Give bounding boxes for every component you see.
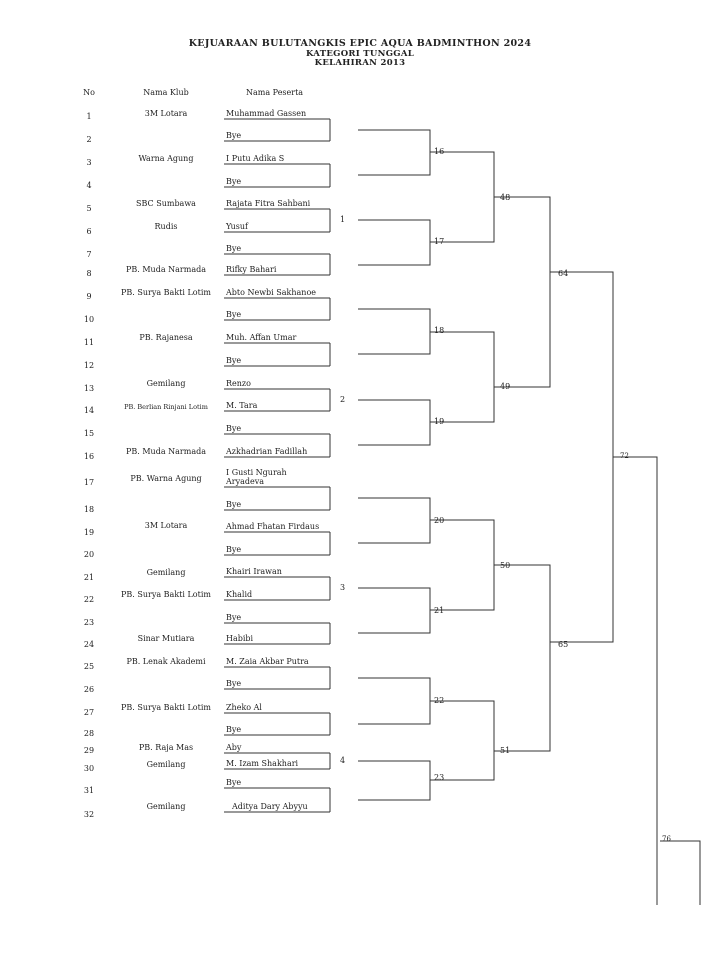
participant-name: Aby [226, 743, 242, 752]
club-name: PB. Warna Agung [130, 474, 202, 483]
match-number: 76 [662, 835, 671, 843]
participant-name: Muh. Affan Umar [226, 333, 297, 342]
round2-bracket [358, 761, 430, 800]
row-number: 17 [83, 478, 95, 487]
row-number: 30 [83, 764, 95, 773]
final-bracket [660, 841, 700, 905]
club-name: PB. Raja Mas [138, 743, 194, 752]
row-number: 18 [83, 505, 95, 514]
participant-bye: Bye [226, 131, 242, 140]
match-number: 21 [434, 606, 445, 615]
participant-name-line2: Aryadeva [226, 477, 265, 486]
participant-name: I Gusti Ngurah [226, 468, 287, 477]
tournament-title: KEJUARAAN BULUTANGKIS EPIC AQUA BADMINTHON 2024 [188, 38, 532, 49]
participant-bye: Bye [226, 725, 242, 734]
row-number: 13 [83, 384, 95, 393]
row-number: 6 [86, 227, 92, 236]
match-number: 19 [434, 417, 445, 426]
club-name: Gemilang [146, 379, 186, 388]
participant-name: Yusuf [226, 222, 248, 231]
row-number: 26 [83, 685, 95, 694]
participant-name: Khairi Irawan [226, 567, 282, 576]
club-name: SBC Sumbawa [136, 199, 196, 208]
row-number: 11 [83, 338, 95, 347]
club-name: PB. Rajanesa [139, 333, 193, 342]
round3-bracket [430, 332, 494, 422]
club-name: Gemilang [146, 568, 186, 577]
club-name: Gemilang [146, 802, 186, 811]
club-name: PB. Berlian Rinjani Lotim [124, 403, 208, 411]
club-name: 3M Lotara [144, 109, 188, 118]
participant-name: I Putu Adika S [226, 154, 285, 163]
participant-name: M. Izam Shakhari [226, 759, 299, 768]
participant-bye: Bye [226, 310, 242, 319]
club-name: Rudis [154, 222, 178, 231]
row-number: 14 [83, 406, 95, 415]
row-number: 31 [83, 786, 95, 795]
participant-name: Habibi [226, 634, 254, 643]
row-number: 29 [83, 746, 95, 755]
round2-bracket [358, 309, 430, 354]
match-number: 4 [340, 756, 346, 765]
participant-bye: Bye [226, 424, 242, 433]
row-number: 21 [83, 573, 95, 582]
row-number: 32 [83, 810, 95, 819]
club-name: PB. Muda Narmada [126, 265, 206, 274]
row-number: 19 [83, 528, 95, 537]
round2-bracket [358, 498, 430, 543]
participant-name: M. Tara [226, 401, 258, 410]
participant-name: M. Zaia Akbar Putra [226, 657, 309, 666]
match-number: 17 [434, 237, 445, 246]
row-number: 12 [83, 361, 95, 370]
match-number: 48 [500, 193, 511, 202]
participant-bye: Bye [226, 545, 242, 554]
row-number: 28 [83, 729, 95, 738]
row-number: 4 [86, 181, 92, 190]
participant-name: Ahmad Fhatan Firdaus [226, 522, 320, 531]
club-name: PB. Lenak Akademi [126, 657, 206, 666]
row-number: 24 [83, 640, 95, 649]
round6-bracket [613, 457, 657, 905]
match-number: 65 [558, 640, 569, 649]
club-name: Sinar Mutiara [137, 634, 195, 643]
row-number: 9 [86, 292, 92, 301]
club-name: PB. Surya Bakti Lotim [121, 288, 211, 297]
participant-name: Renzo [226, 379, 251, 388]
row-number: 7 [86, 250, 92, 259]
row-number: 25 [83, 662, 95, 671]
round2-bracket [358, 130, 430, 175]
column-header-no: No [83, 88, 95, 97]
club-name: PB. Surya Bakti Lotim [121, 703, 211, 712]
row-number: 20 [83, 550, 95, 559]
participant-bye: Bye [226, 356, 242, 365]
row-number: 5 [86, 204, 92, 213]
column-header-participant: Nama Peserta [246, 88, 304, 97]
club-name: PB. Muda Narmada [126, 447, 206, 456]
round3-bracket [430, 701, 494, 780]
match-number: 18 [434, 326, 445, 335]
match-number: 50 [500, 561, 511, 570]
participant-bye: Bye [226, 177, 242, 186]
participant-name: Muhammad Gassen [226, 109, 307, 118]
round5-bracket [550, 272, 613, 642]
round3-bracket [430, 520, 494, 610]
match-number: 72 [620, 452, 629, 460]
participant-bye: Bye [226, 613, 242, 622]
participant-bye: Bye [226, 778, 242, 787]
row-number: 16 [83, 452, 95, 461]
row-number: 3 [86, 158, 92, 167]
participant-name: Abto Newbi Sakhanoe [226, 288, 316, 297]
club-name: PB. Surya Bakti Lotim [121, 590, 211, 599]
round2-bracket [358, 400, 430, 445]
participant-name: Aditya Dary Abyyu [232, 802, 308, 811]
row-number: 15 [83, 429, 95, 438]
participant-name: Azkhadrian Fadillah [226, 447, 308, 456]
match-number: 49 [500, 382, 511, 391]
match-number: 22 [434, 696, 445, 705]
round2-bracket [358, 220, 430, 265]
club-name: 3M Lotara [144, 521, 188, 530]
participant-name: Rajata Fitra Sahbani [226, 199, 311, 208]
match-number: 64 [558, 269, 569, 278]
match-number: 16 [434, 147, 445, 156]
match-number: 23 [434, 773, 445, 782]
round4-bracket [494, 197, 550, 387]
row-number: 2 [86, 135, 92, 144]
row-number: 27 [83, 708, 95, 717]
match-number: 51 [500, 746, 511, 755]
participant-bye: Bye [226, 500, 242, 509]
participant-bye: Bye [226, 679, 242, 688]
round2-bracket [358, 678, 430, 724]
match-number: 1 [340, 215, 346, 224]
participant-name: Khalid [226, 590, 253, 599]
participant-name: Rifky Bahari [226, 265, 277, 274]
category-label: KATEGORI TUNGGAL [305, 49, 415, 59]
match-number: 2 [340, 395, 346, 404]
match-number: 3 [340, 583, 346, 592]
club-name: Gemilang [146, 760, 186, 769]
birth-year-label: KELAHIRAN 2013 [314, 58, 406, 68]
row-number: 1 [86, 112, 92, 121]
row-number: 8 [86, 269, 92, 278]
round2-bracket [358, 588, 430, 633]
round4-bracket [494, 565, 550, 751]
row-number: 10 [83, 315, 95, 324]
row-number: 23 [83, 618, 95, 627]
row-number: 22 [83, 595, 95, 604]
club-name: Warna Agung [138, 154, 194, 163]
participant-bye: Bye [226, 244, 242, 253]
column-header-club: Nama Klub [143, 88, 189, 97]
participant-name: Zheko Al [226, 703, 262, 712]
match-number: 20 [434, 516, 445, 525]
round3-bracket [430, 152, 494, 242]
